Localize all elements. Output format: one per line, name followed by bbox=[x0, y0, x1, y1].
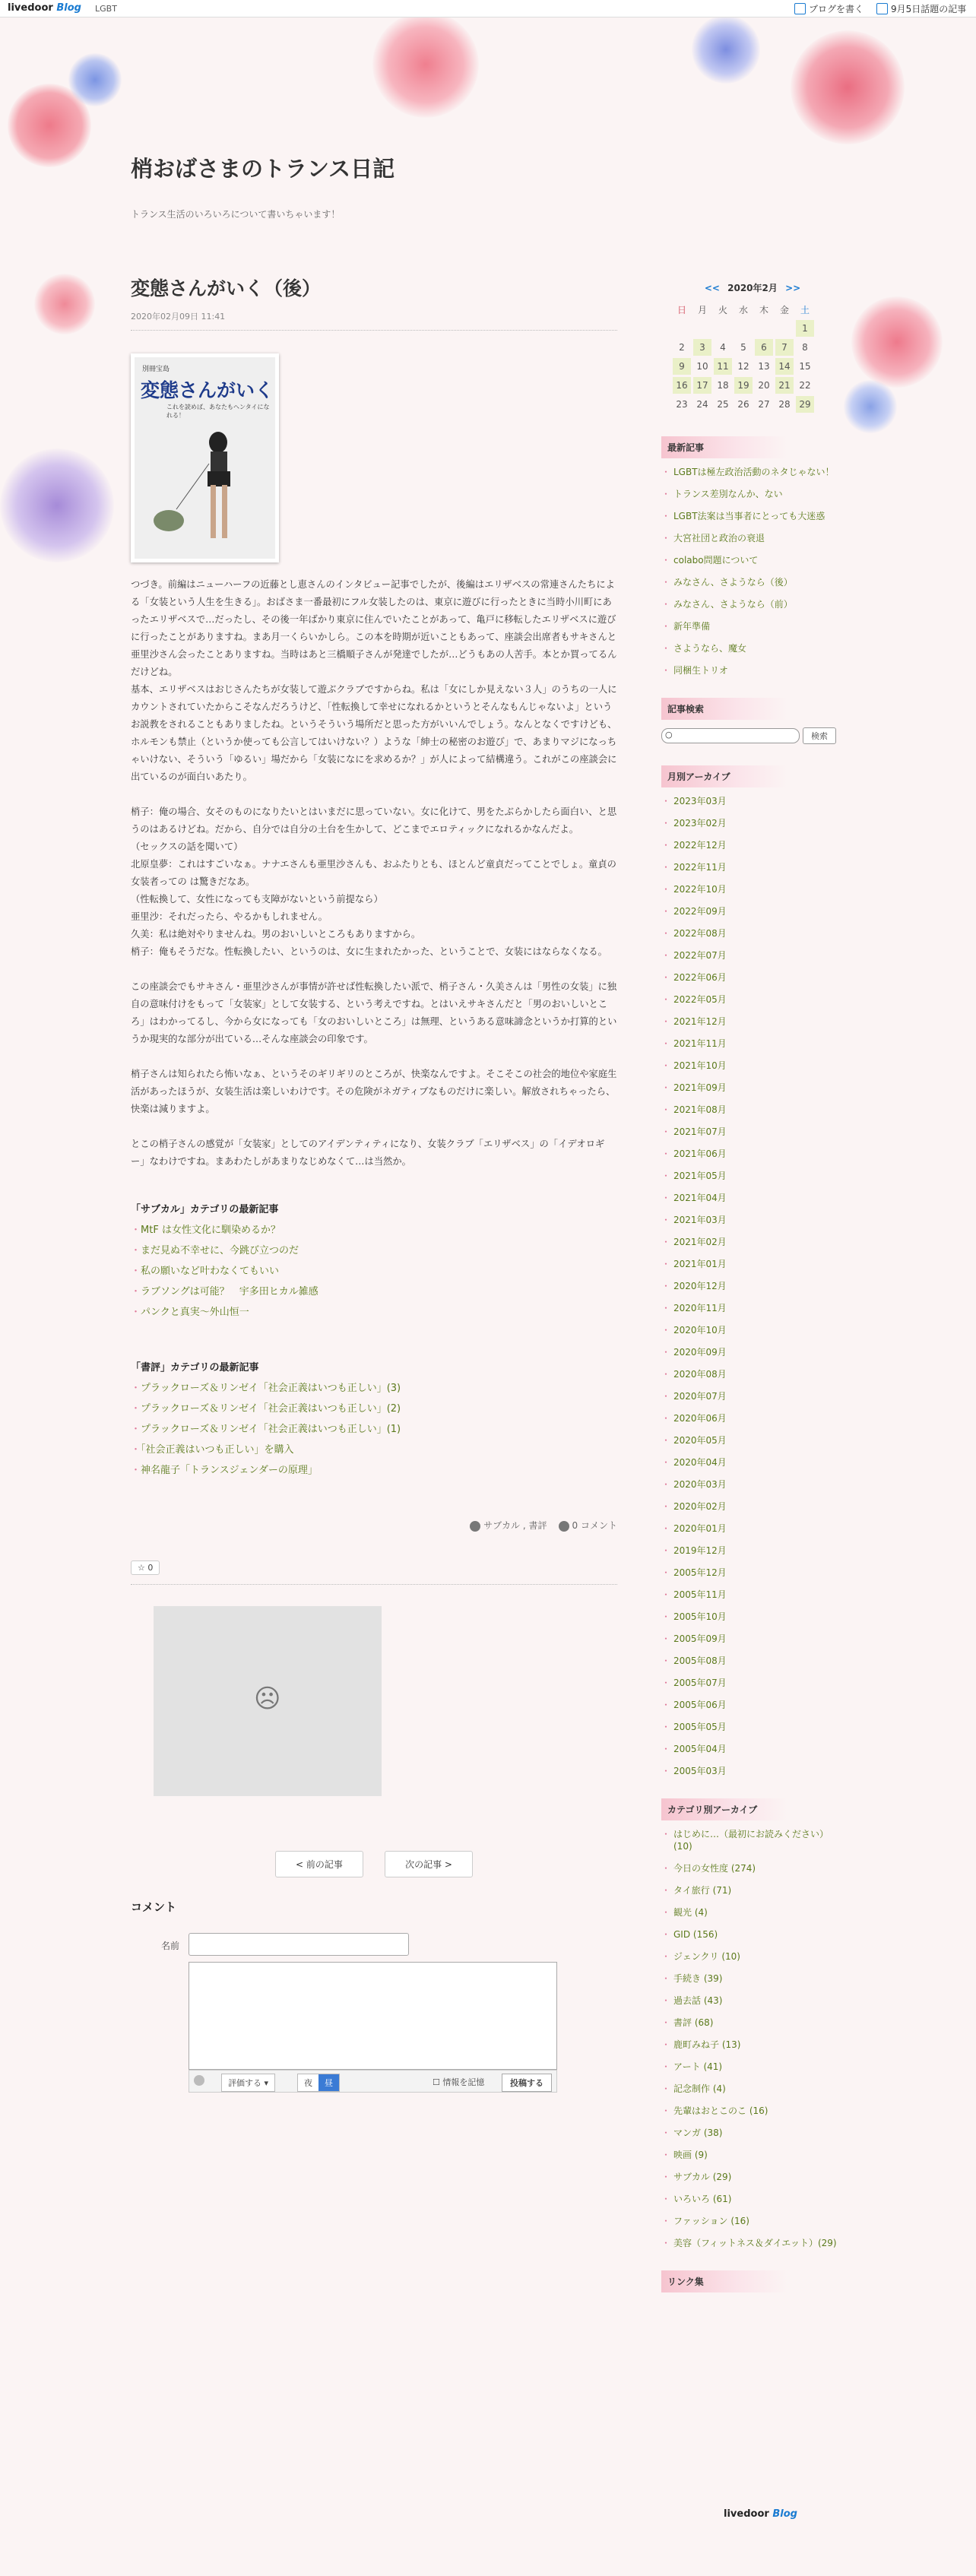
article-title[interactable]: 変態さんがいく（後） bbox=[131, 277, 322, 299]
search-icon: ○ bbox=[665, 730, 673, 740]
blog-title[interactable]: 梢おばさまのトランス日記 bbox=[131, 156, 395, 182]
monthly-archive-link[interactable]: ・ 2005年08月 bbox=[661, 1655, 844, 1667]
search-heading: 記事検索 bbox=[661, 698, 787, 720]
calendar-day: 13 bbox=[758, 361, 770, 372]
calendar-day: 24 bbox=[696, 399, 708, 410]
monthly-archive-link[interactable]: ・ 2020年04月 bbox=[661, 1456, 844, 1469]
write-blog-label: ブログを書く bbox=[809, 4, 864, 14]
calendar-prev-link[interactable]: << bbox=[704, 283, 720, 293]
monthly-archive-link[interactable]: ・ 2023年02月 bbox=[661, 817, 844, 829]
monthly-archive-link[interactable]: ・ 2022年08月 bbox=[661, 927, 844, 939]
logo-sub-text: Blog bbox=[56, 2, 81, 14]
monthly-archive-list bbox=[661, 795, 844, 1777]
background-flower bbox=[68, 53, 122, 106]
monthly-archive-link[interactable]: ・ 2022年12月 bbox=[661, 839, 844, 851]
calendar-day[interactable]: 1 bbox=[796, 320, 814, 337]
monthly-archive-link[interactable]: ・ 2021年07月 bbox=[661, 1126, 844, 1138]
background-flower bbox=[791, 30, 905, 144]
category-archive-link[interactable]: ・ GID (156) bbox=[661, 1928, 844, 1941]
comment-textarea[interactable] bbox=[189, 1962, 557, 2070]
calendar-day bbox=[673, 320, 691, 337]
recent-article-link[interactable]: ・ 同梱生トリオ bbox=[661, 664, 844, 676]
search-button[interactable]: 検索 bbox=[803, 727, 836, 744]
calendar-day[interactable]: 9 bbox=[673, 358, 691, 375]
comment-icon bbox=[559, 1521, 569, 1532]
monthly-archive-link[interactable]: ・ 2021年08月 bbox=[661, 1104, 844, 1116]
monthly-archive-link[interactable]: ・ 2021年11月 bbox=[661, 1038, 844, 1050]
background-flower bbox=[844, 380, 897, 433]
calendar-day: 23 bbox=[676, 399, 688, 410]
category-archive-link[interactable]: ・ 書評 (68) bbox=[661, 2017, 844, 2029]
calendar-day[interactable]: 14 bbox=[775, 358, 794, 375]
calendar-day[interactable]: 3 bbox=[693, 339, 711, 356]
calendar-weekday: 日 bbox=[677, 304, 686, 315]
prev-article-button[interactable]: < 前の記事 bbox=[275, 1851, 363, 1877]
calendar-day: 25 bbox=[717, 399, 729, 410]
monthly-archive-link[interactable]: ・ 2023年03月 bbox=[661, 795, 844, 807]
calendar-day: 28 bbox=[778, 399, 791, 410]
recent-article-link[interactable]: ・ さようなら、魔女 bbox=[661, 642, 844, 654]
related-sabukaru-list bbox=[131, 1220, 617, 1323]
recent-article-link[interactable]: ・ 大宮社団と政治の衰退 bbox=[661, 532, 844, 544]
monthly-archive-link[interactable]: ・ 2021年06月 bbox=[661, 1148, 844, 1160]
calendar-icon bbox=[876, 3, 888, 14]
category-archive-link[interactable]: ・ ジェンクリ (10) bbox=[661, 1950, 844, 1963]
monthly-archive-link[interactable]: ・ 2020年01月 bbox=[661, 1522, 844, 1535]
recent-article-link[interactable]: ・ 新年準備 bbox=[661, 620, 844, 632]
recent-article-link[interactable]: ・ LGBT法案は当事者にとっても大迷惑 bbox=[661, 510, 844, 522]
calendar-day: 10 bbox=[696, 361, 708, 372]
book-subtitle: これを読めば、あなたもヘンタイになれる！ bbox=[166, 404, 270, 419]
calendar-day bbox=[714, 320, 732, 337]
monthly-archive-link[interactable]: ・ 2021年09月 bbox=[661, 1082, 844, 1094]
monthly-archive-link[interactable]: ・ 2022年10月 bbox=[661, 883, 844, 895]
related-article-link[interactable]: ・ プラックローズ＆リンゼイ「社会正義はいつも正しい」(1) bbox=[131, 1419, 617, 1440]
monthly-archive-link[interactable]: ・ 2020年05月 bbox=[661, 1434, 844, 1446]
background-flower bbox=[0, 448, 114, 562]
category-archive-link[interactable]: ・ アート (41) bbox=[661, 2061, 844, 2073]
post-comment-button[interactable]: 投稿する bbox=[502, 2074, 552, 2092]
monthly-archive-link[interactable]: ・ 2021年03月 bbox=[661, 1214, 844, 1226]
livedoor-logo[interactable] bbox=[8, 2, 81, 14]
calendar-day: 2 bbox=[679, 342, 685, 353]
recent-article-link[interactable]: ・ トランス差別なんか、ない bbox=[661, 488, 844, 500]
monthly-archive-link[interactable]: ・ 2020年10月 bbox=[661, 1324, 844, 1336]
comment-name-input[interactable] bbox=[189, 1933, 409, 1956]
related-article-link[interactable]: ・ 私の願いなど叶わなくてもいい bbox=[131, 1261, 617, 1282]
monthly-archive-link[interactable]: ・ 2020年12月 bbox=[661, 1280, 844, 1292]
calendar-day: 27 bbox=[758, 399, 770, 410]
background-flower bbox=[34, 274, 95, 334]
book-cover-art bbox=[135, 357, 275, 559]
category-archive-link[interactable]: ・ サブカル (29) bbox=[661, 2171, 844, 2183]
article-paragraph: 梢子さんは知られたら怖いなぁ、というそのギリギリのところが、快楽なんですよ。そこそこの社会的地位や家庭生活があったほうが、女装生活は楽しいわけです。その危険がネガティブなものだけに楽しい。解放されちゃったら、快楽は減りますよ。 bbox=[131, 1069, 617, 1114]
blog-header bbox=[131, 152, 663, 220]
monthly-archive-link[interactable]: ・ 2022年11月 bbox=[661, 861, 844, 873]
category-archive-link[interactable]: ・ 手続き (39) bbox=[661, 1972, 844, 1985]
article-date: 2020年02月09日 11:41 bbox=[131, 310, 617, 331]
comment-name-row bbox=[131, 1933, 617, 1957]
calendar-next-link[interactable]: >> bbox=[785, 283, 801, 293]
footer-logo-main: livedoor bbox=[724, 2508, 769, 2520]
monthly-archive-link[interactable]: ・ 2005年06月 bbox=[661, 1699, 844, 1711]
calendar-day: 22 bbox=[799, 380, 811, 391]
night-option[interactable]: 夜 bbox=[298, 2074, 318, 2091]
calendar-day: 12 bbox=[737, 361, 749, 372]
category-archive-link[interactable]: ・ 過去話 (43) bbox=[661, 1995, 844, 2007]
monthly-archive-link[interactable]: ・ 2021年05月 bbox=[661, 1170, 844, 1182]
comments-heading: コメント bbox=[131, 1900, 177, 1914]
category-archive-link[interactable]: ・ 記念制作 (4) bbox=[661, 2083, 844, 2095]
calendar-day[interactable]: 11 bbox=[714, 358, 732, 375]
rate-dropdown[interactable]: 評価する ▾ bbox=[221, 2074, 275, 2092]
category-archive-link[interactable]: ・ 今日の女性度 (274) bbox=[661, 1862, 844, 1874]
category-archive-link[interactable]: ・ いろいろ (61) bbox=[661, 2193, 844, 2205]
calendar-day bbox=[775, 320, 794, 337]
logo-main-text: livedoor bbox=[8, 2, 53, 14]
article-body bbox=[131, 576, 617, 1171]
monthly-heading: 月別アーカイブ bbox=[661, 765, 787, 787]
monthly-archive-link[interactable]: ・ 2005年11月 bbox=[661, 1589, 844, 1601]
related-article-link[interactable]: ・ 「社会正義はいつも正しい」を購入 bbox=[131, 1440, 617, 1460]
category-archive-link[interactable]: ・ タイ旅行 (71) bbox=[661, 1884, 844, 1896]
monthly-archive-link[interactable]: ・ 2022年09月 bbox=[661, 905, 844, 917]
remember-checkbox[interactable]: ☐ 情報を記憶 bbox=[433, 2077, 485, 2087]
calendar-day[interactable]: 16 bbox=[673, 377, 691, 394]
search-form bbox=[661, 727, 844, 744]
day-night-toggle[interactable] bbox=[297, 2074, 340, 2092]
calendar-table bbox=[670, 299, 816, 415]
monthly-archive-link[interactable]: ・ 2005年05月 bbox=[661, 1721, 844, 1733]
calendar-day: 8 bbox=[802, 342, 808, 353]
rate-label: 評価する bbox=[228, 2078, 261, 2088]
background-flower bbox=[372, 11, 479, 118]
calendar-day[interactable]: 17 bbox=[693, 377, 711, 394]
calendar-day[interactable]: 6 bbox=[755, 339, 773, 356]
monthly-archive-link[interactable]: ・ 2022年07月 bbox=[661, 949, 844, 962]
monthly-archive-link[interactable]: ・ 2021年04月 bbox=[661, 1192, 844, 1204]
related-article-link[interactable]: ・ プラックローズ＆リンゼイ「社会正義はいつも正しい」(3) bbox=[131, 1378, 617, 1399]
monthly-archive-link[interactable]: ・ 2021年02月 bbox=[661, 1236, 844, 1248]
recent-heading: 最新記事 bbox=[661, 436, 787, 458]
calendar-day: 26 bbox=[737, 399, 749, 410]
write-blog-button[interactable] bbox=[794, 2, 864, 15]
topbar-tag-lgbt[interactable]: LGBT bbox=[95, 4, 117, 14]
tag-icon bbox=[470, 1521, 480, 1532]
monthly-archive-link[interactable]: ・ 2022年06月 bbox=[661, 971, 844, 984]
category-archive-link[interactable]: ・ はじめに…（最初にお読みください）(10) bbox=[661, 1828, 844, 1852]
pencil-icon bbox=[794, 3, 806, 14]
divider bbox=[131, 1584, 617, 1585]
monthly-archive-link[interactable]: ・ 2020年09月 bbox=[661, 1346, 844, 1358]
monthly-archive-link[interactable]: ・ 2021年10月 bbox=[661, 1060, 844, 1072]
sidebar bbox=[661, 281, 844, 2300]
calendar-day: 5 bbox=[740, 342, 746, 353]
related-article-link[interactable]: ・ 神名龍子「トランスジェンダーの原理」 bbox=[131, 1460, 617, 1481]
category-archive-link[interactable]: ・ マンガ (38) bbox=[661, 2127, 844, 2139]
calendar-weekday: 月 bbox=[697, 304, 707, 315]
related-article-link[interactable]: ・ プラックローズ＆リンゼイ「社会正義はいつも正しい」(2) bbox=[131, 1399, 617, 1419]
emoji-icon[interactable] bbox=[194, 2075, 204, 2086]
related-article-link[interactable]: ・ MtF は女性文化に馴染めるか？ bbox=[131, 1220, 617, 1240]
remember-label: 情報を記憶 bbox=[442, 2077, 485, 2087]
background-flower bbox=[692, 15, 760, 84]
topic-articles-label: 9月5日話題の記事 bbox=[891, 4, 967, 14]
monthly-archive-link[interactable]: ・ 2020年11月 bbox=[661, 1302, 844, 1314]
comment-name-label: 名前 bbox=[161, 1941, 180, 1951]
article-comments-link[interactable]: 0 コメント bbox=[572, 1520, 617, 1531]
monthly-archive-link[interactable]: ・ 2005年10月 bbox=[661, 1611, 844, 1623]
calendar-weekday: 土 bbox=[800, 304, 810, 315]
recent-articles-list bbox=[661, 466, 844, 676]
monthly-archive-link[interactable]: ・ 2005年03月 bbox=[661, 1765, 844, 1777]
monthly-archive-link[interactable]: ・ 2005年12月 bbox=[661, 1567, 844, 1579]
article-paragraph: つづき。前編はニューハーフの近藤とし恵さんのインタビュー記事でしたが、後編はエリザベスの常連さんたちによる「女装という人生を生きる」。おばさま一番最初にフル女装したのは、東京に遊びに行ったときに当時小川町にあったエリザベスで…だったし、その後一年ばかり東京に住んでいたことがあって、亀戸に移転したエリザベスに遊びに行ったことがありますね。まあ月一くらいかしら。この本を時期が近いこともあって、座談会出席者もサキさんと亜里沙さん会ったことありますね。当時はあと三橋順子さんが発達でしたが…どうもあの人苦手。本とか買ってるんだけどね。 基本、エリザベスはおじさんたちが女装して遊ぶクラブですからね。私は「女にしか見えない３人」のうちの一人にカウントされていたからこそなんだろうけど、「性転換して幸せになれるかというとそんなもんじゃないよ」というお説教をされることもありましたね。というそういう場所だと思った方がいいんでしょう。なんとなくですけども、ホルモンも禁止（というか使っても公言してはいけない？）ような「紳士の秘密のお遊び」で、あまりマジになっちゃいけない、そういう「ゆるい」場だから「女装になにを求めるか？」が人によって結構違う。これがこの座談会に出ているのが面白いあたり。 bbox=[131, 579, 617, 782]
article-categories-link[interactable]: サブカル , 書評 bbox=[483, 1520, 547, 1531]
monthly-archive-link[interactable]: ・ 2020年02月 bbox=[661, 1500, 844, 1513]
category-archive-link[interactable]: ・ 美容（フィットネス＆ダイエット）(29) bbox=[661, 2237, 844, 2249]
category-archive-link[interactable]: ・ 映画 (9) bbox=[661, 2149, 844, 2161]
calendar-month: 2020年2月 bbox=[727, 283, 778, 293]
broken-image-icon: ☹ bbox=[254, 1684, 281, 1714]
recent-article-link[interactable]: ・ みなさん、さようなら（前） bbox=[661, 598, 844, 610]
calendar-day[interactable]: 19 bbox=[734, 377, 753, 394]
recent-article-link[interactable]: ・ LGBTは極左政治活動のネタじゃない！ bbox=[661, 466, 844, 478]
related-sabukaru-heading: 「サブカル」カテゴリの最新記事 bbox=[131, 1204, 279, 1215]
related-article-link[interactable]: ・ ラブソングは可能？ 宇多田ヒカル雑感 bbox=[131, 1282, 617, 1302]
calendar-day[interactable]: 21 bbox=[775, 377, 794, 394]
related-article-link[interactable]: ・ まだ見ぬ不幸せに、今跳び立つのだ bbox=[131, 1240, 617, 1261]
calendar-day: 4 bbox=[720, 342, 726, 353]
monthly-archive-link[interactable]: ・ 2022年05月 bbox=[661, 993, 844, 1006]
related-articles bbox=[131, 1201, 617, 1481]
calendar-header bbox=[661, 281, 844, 294]
related-shohyo-list bbox=[131, 1378, 617, 1481]
monthly-archive-link[interactable]: ・ 2021年12月 bbox=[661, 1016, 844, 1028]
recent-article-link[interactable]: ・ colabo問題について bbox=[661, 554, 844, 566]
book-cover-image[interactable] bbox=[131, 353, 279, 562]
livedoor-topbar bbox=[0, 0, 976, 17]
day-option[interactable]: 昼 bbox=[318, 2074, 339, 2091]
category-archive-link[interactable]: ・ 先輩はおとこのこ (16) bbox=[661, 2105, 844, 2117]
main-column bbox=[131, 274, 617, 2093]
links-heading: リンク集 bbox=[661, 2270, 787, 2292]
monthly-archive-link[interactable]: ・ 2020年08月 bbox=[661, 1368, 844, 1380]
monthly-archive-link[interactable]: ・ 2020年03月 bbox=[661, 1478, 844, 1491]
calendar-day: 15 bbox=[799, 361, 811, 372]
category-archive-link[interactable]: ・ 観光 (4) bbox=[661, 1906, 844, 1919]
related-shohyo-heading: 「書評」カテゴリの最新記事 bbox=[131, 1362, 259, 1374]
calendar-day: 20 bbox=[758, 380, 770, 391]
calendar-weekday: 木 bbox=[759, 304, 768, 315]
article-meta bbox=[131, 1519, 617, 1532]
monthly-archive-link[interactable]: ・ 2005年09月 bbox=[661, 1633, 844, 1645]
category-archive-link[interactable]: ・ 鹿町みね子 (13) bbox=[661, 2039, 844, 2051]
search-input[interactable] bbox=[661, 728, 800, 743]
calendar-day[interactable]: 7 bbox=[775, 339, 794, 356]
calendar-weekday: 水 bbox=[738, 304, 748, 315]
monthly-archive-link[interactable]: ・ 2021年01月 bbox=[661, 1258, 844, 1270]
recent-article-link[interactable]: ・ みなさん、さようなら（後） bbox=[661, 576, 844, 588]
calendar-day[interactable]: 29 bbox=[796, 396, 814, 413]
calendar-day bbox=[693, 320, 711, 337]
monthly-archive-link[interactable]: ・ 2005年04月 bbox=[661, 1743, 844, 1755]
category-heading: カテゴリ別アーカイブ bbox=[661, 1798, 787, 1820]
calendar-weekday: 火 bbox=[718, 304, 727, 315]
book-title: 変態さんがいく bbox=[141, 379, 274, 401]
blog-description: トランス生活のいろいろについて書いちゃいます！ bbox=[131, 209, 341, 220]
monthly-archive-link[interactable]: ・ 2019年12月 bbox=[661, 1545, 844, 1557]
background-flower bbox=[851, 296, 943, 388]
calendar-day bbox=[755, 320, 773, 337]
like-button[interactable]: ☆ 0 bbox=[131, 1560, 160, 1575]
footer-livedoor-logo[interactable] bbox=[724, 2508, 797, 2520]
broken-image-placeholder bbox=[154, 1606, 382, 1796]
footer-logo-sub: Blog bbox=[772, 2508, 797, 2520]
category-archive-link[interactable]: ・ ファッション (16) bbox=[661, 2215, 844, 2227]
article-paragraph: とこの梢子さんの感覚が「女装家」としてのアイデンティティになり、女装クラブ「エリザベス」の「イデオロギー」なわけですね。まあわたしがあまりなじめなくて…は当然か。 bbox=[131, 1139, 605, 1167]
article-paragraph: この座談会でもサキさん・亜里沙さんが事情が許せば性転換したい派で、梢子さん・久美さんは「男性の女装」に独自の意味付けをもって「女装家」として女装する、という考えですね。とはいえサキさんだと「男のおいしいところ」はわかってるし、今から女になっても「女のおいしいところ」は無理、というある意味諦念というか打算的というか現実的な部分が出ている…そんな座談会の印象です。 bbox=[131, 981, 617, 1044]
related-article-link[interactable]: ・ パンクと真実〜外山恒一 bbox=[131, 1302, 617, 1323]
article-paragraph: 梢子：俺の場合、女そのものになりたいとはいまだに思っていない。女に化けて、男をたぶらかしたら面白い、と思うのはあるけどね。だから、自分では自分の土台を生かして、どこまでエロティックになれるかなんだよ。 （セックスの話を聞いて） 北原皇夢：これはすごいなぁ。ナナエさんも亜里沙さんも、おふたりとも、ほとんど童貞だってことでしょ。童貞の女装者っての は驚きだなあ。 （性転換して、女性になっても支障がないという前提なら） 亜里沙：それだったら、やるかもしれません。 久美：私は絶対やりませんね。男のおいしいところもありますから。 梢子：俺もそうだな。性転換したい、というのは、女に生まれたかった、ということで、女装にはならなくなる。 bbox=[131, 806, 617, 957]
calendar-day bbox=[734, 320, 753, 337]
next-article-button[interactable]: 次の記事 > bbox=[385, 1851, 473, 1877]
category-archive-list bbox=[661, 1828, 844, 2249]
monthly-archive-link[interactable]: ・ 2020年07月 bbox=[661, 1390, 844, 1402]
calendar-day: 18 bbox=[717, 380, 729, 391]
article-pager bbox=[131, 1851, 617, 1877]
book-caption: 別冊宝島 bbox=[142, 366, 170, 373]
comment-toolbar bbox=[189, 2070, 557, 2093]
topic-articles-link[interactable] bbox=[876, 2, 966, 15]
monthly-archive-link[interactable]: ・ 2005年07月 bbox=[661, 1677, 844, 1689]
book-cover-figure bbox=[135, 357, 268, 551]
calendar-weekday: 金 bbox=[779, 304, 789, 315]
monthly-archive-link[interactable]: ・ 2020年06月 bbox=[661, 1412, 844, 1424]
